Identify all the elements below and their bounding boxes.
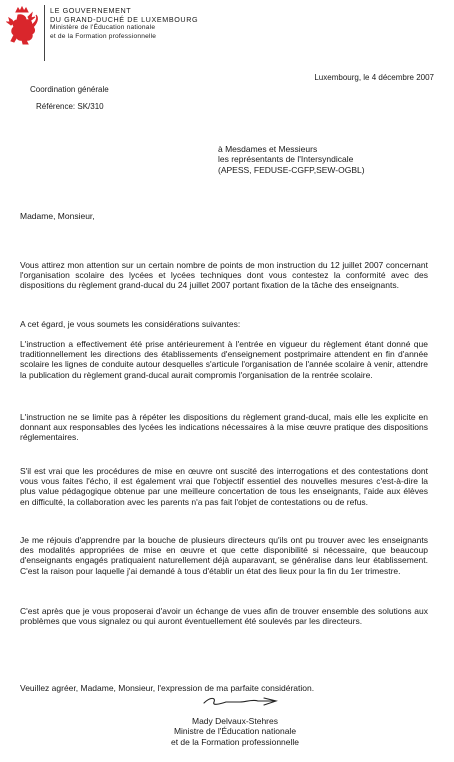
reference-label: Référence: SK/310 xyxy=(36,102,104,111)
signer-block xyxy=(160,716,310,747)
body-paragraph: L'instruction ne se limite pas à répéter les dispositions du règlement grand-ducal, mais elle les explicite en donnant aux responsables des lycées les indications nécessaires à la mise œuvre pratique des dispositions réglementaires. xyxy=(20,412,428,443)
ministry-name-continued: et de la Formation professionnelle xyxy=(50,32,157,40)
body-paragraph: Vous attirez mon attention sur un certain nombre de points de mon instruction du 12 juillet 2007 concernant l'organisation scolaire des lycées et lycées techniques dont vous contestez la conformité avec des dispositions du règlement grand-ducal du 24 juillet 2007 portant fixation de la tâche des enseignants. xyxy=(20,260,428,291)
salutation: Madame, Monsieur, xyxy=(20,211,95,221)
signer-name: Mady Delvaux-Stehres xyxy=(192,716,278,726)
letter-date: Luxembourg, le 4 décembre 2007 xyxy=(314,73,434,82)
country-name: DU GRAND-DUCHÉ DE LUXEMBOURG xyxy=(50,14,199,24)
signer-title: Ministre de l'Éducation nationale xyxy=(173,726,297,737)
body-paragraph: L'instruction a effectivement été prise antérieurement à l'entrée en vigueur du règlement étant donné que traditionnellement les directions des établissements d'enseignement postprimaire attendent en fin d'année scolaire les lignes de conduite autour desquelles s'articule l'organisation de l'année scolaire à venir, attendre la publication du règlement grand-ducal aurait compromis l'organisation de la rentrée scolaire. xyxy=(20,339,428,380)
recipient-address xyxy=(218,144,365,175)
body-paragraph: Je me réjouis d'apprendre par la bouche de plusieurs directeurs qu'ils ont pu trouver avec les enseignants des modalités appropriées de mise en œuvre et que cette disponibilité si nécessaire, que beaucoup d'enseignants engagés pratiquaient naturellement déjà auparavant, se généralise dans leur établissement. C'est la raison pour laquelle j'ai demandé à tous d'établir un état des lieux pour la fin du 1er trimestre. xyxy=(20,535,428,576)
letterhead-divider xyxy=(44,5,45,61)
closing-formula: Veuillez agréer, Madame, Monsieur, l'expression de ma parfaite considération. xyxy=(20,683,315,693)
body-paragraph: C'est après que je vous proposerai d'avoir un échange de vues afin de trouver ensemble des solutions aux problèmes que vous signalez ou qui auront éventuellement été soulevés par les directeurs. xyxy=(20,606,428,627)
government-name: LE GOUVERNEMENT xyxy=(50,6,132,15)
ministry-name: Ministère de l'Éducation nationale xyxy=(50,24,156,32)
handwritten-signature xyxy=(202,693,282,711)
recipient-line-2: les représentants de l'Intersyndicale xyxy=(218,154,354,165)
letterhead-text xyxy=(50,7,198,41)
body-paragraph: A cet égard, je vous soumets les considérations suivantes: xyxy=(20,319,241,329)
body-paragraph: S'il est vrai que les procédures de mise en œuvre ont suscité des interrogations et des contestations dont vous vous faites l'écho, il est également vrai que l'objectif essentiel des nouvelles mesures c'est-à-dire la plus value pédagogique obtenue par une meilleure concertation de tous les enseignants, l'aide aux élèves en difficulté, la collaboration avec les parents n'a pas fait l'objet de contestations ou de refus. xyxy=(20,466,428,507)
signer-title-continued: et de la Formation professionnelle xyxy=(170,736,300,747)
luxembourg-lion-emblem-icon xyxy=(6,6,40,46)
department-label: Coordination générale xyxy=(30,85,109,94)
recipient-line-3: (APESS, FEDUSE-CGFP,SEW-OGBL) xyxy=(218,164,365,175)
recipient-line-1: à Mesdames et Messieurs xyxy=(218,144,318,154)
